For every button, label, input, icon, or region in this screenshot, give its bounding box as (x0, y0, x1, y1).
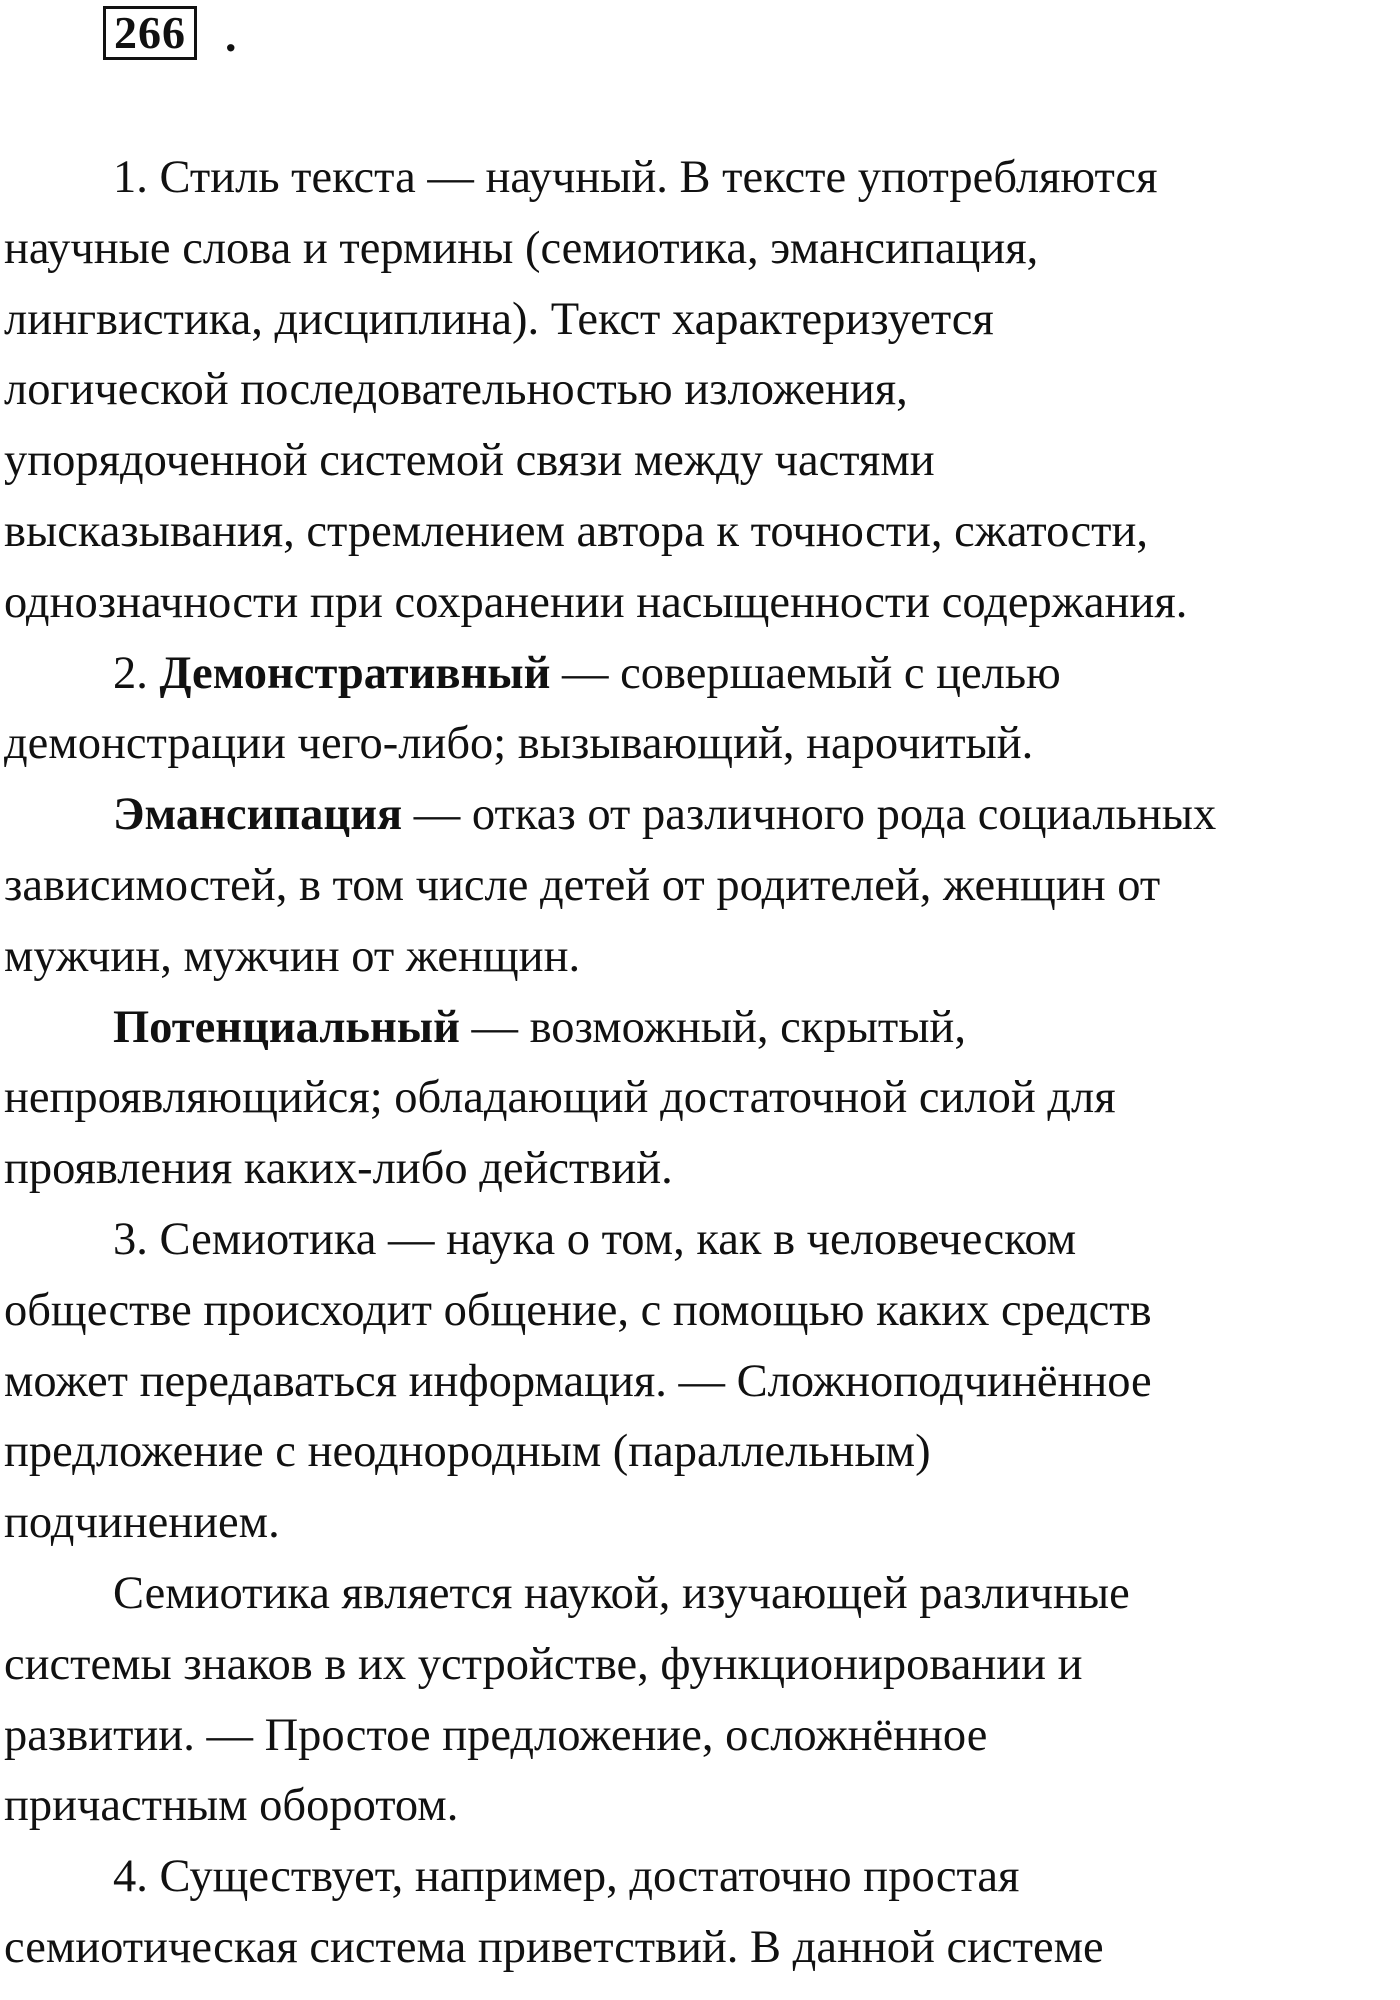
text-line (4, 1488, 1394, 1559)
text-run: непроявляющийся; обладающий достаточной силой для (4, 1072, 1116, 1124)
text-run: демонстрации чего-либо; вызывающий, нарочитый. (4, 718, 1034, 770)
text-run: зависимостей, в том числе детей от родителей, женщин от (4, 859, 1161, 911)
text-run: развитии. — Простое предложение, осложнённое (4, 1709, 988, 1761)
text-run: — совершаемый с целью (550, 647, 1061, 699)
text-run: причастным оборотом. (4, 1780, 459, 1832)
text-run: предложение с неоднородным (параллельным) (4, 1426, 931, 1478)
task-number: 266 (114, 7, 186, 58)
text-line (4, 1063, 1394, 1134)
text-run: — отказ от различного рода социальных (402, 789, 1217, 841)
text-line (4, 1701, 1394, 1772)
text-run: 3. Семиотика — наука о том, как в человеческом (113, 1213, 1077, 1265)
text-line (4, 1134, 1394, 1205)
text-line (4, 497, 1394, 568)
text-line (4, 709, 1394, 780)
text-line (4, 355, 1394, 426)
text-run: научные слова и термины (семиотика, эмансипация, (4, 222, 1039, 274)
text-run: — возможный, скрытый, (459, 1001, 966, 1053)
task-number-box (103, 6, 197, 60)
text-line (4, 1559, 1394, 1630)
term-bold: Демонстративный (159, 647, 551, 699)
text-line (4, 780, 1394, 851)
text-run: однозначности при сохранении насыщенности содержания. (4, 576, 1188, 628)
text-run: логической последовательностью изложения, (4, 364, 908, 416)
term-bold: Потенциальный (113, 1001, 460, 1053)
text-run: Семиотика является наукой, изучающей различные (113, 1567, 1130, 1619)
text-run: системы знаков в их устройстве, функционировании и (4, 1638, 1083, 1690)
text-line (4, 1347, 1394, 1418)
text-line (4, 426, 1394, 497)
task-number-suffix: . (225, 10, 237, 61)
text-run: подчинением. (4, 1497, 280, 1549)
text-run: проявления каких-либо действий. (4, 1143, 673, 1195)
text-line (4, 851, 1394, 922)
term-bold: Эмансипация (113, 789, 403, 841)
text-run: 2. (113, 647, 160, 699)
text-line (4, 285, 1394, 356)
text-line (4, 1417, 1394, 1488)
text-line (4, 1842, 1394, 1913)
text-line (4, 1276, 1394, 1347)
text-run: лингвистика, дисциплина). Текст характеризуется (4, 293, 994, 345)
text-line (4, 214, 1394, 285)
text-line (4, 993, 1394, 1064)
text-run: 1. Стиль текста — научный. В тексте употребляются (113, 152, 1158, 203)
text-line (4, 1630, 1394, 1701)
text-run: упорядоченной системой связи между частями (4, 435, 935, 487)
text-line (4, 1205, 1394, 1276)
text-line (4, 568, 1394, 639)
text-run: семиотическая система приветствий. В данной системе (4, 1921, 1104, 1973)
text-run: может передаваться информация. — Сложноподчинённое (4, 1355, 1152, 1407)
text-run: мужчин, мужчин от женщин. (4, 930, 581, 982)
text-line (4, 143, 1394, 214)
text-run: 4. Существует, например, достаточно простая (113, 1851, 1020, 1903)
text-run: высказывания, стремлением автора к точности, сжатости, (4, 505, 1148, 557)
text-run: обществе происходит общение, с помощью каких средств (4, 1284, 1152, 1336)
text-line (4, 1913, 1394, 1984)
text-line (4, 1771, 1394, 1842)
answer-text (4, 143, 1394, 1984)
text-line (4, 922, 1394, 993)
text-line (4, 639, 1394, 710)
